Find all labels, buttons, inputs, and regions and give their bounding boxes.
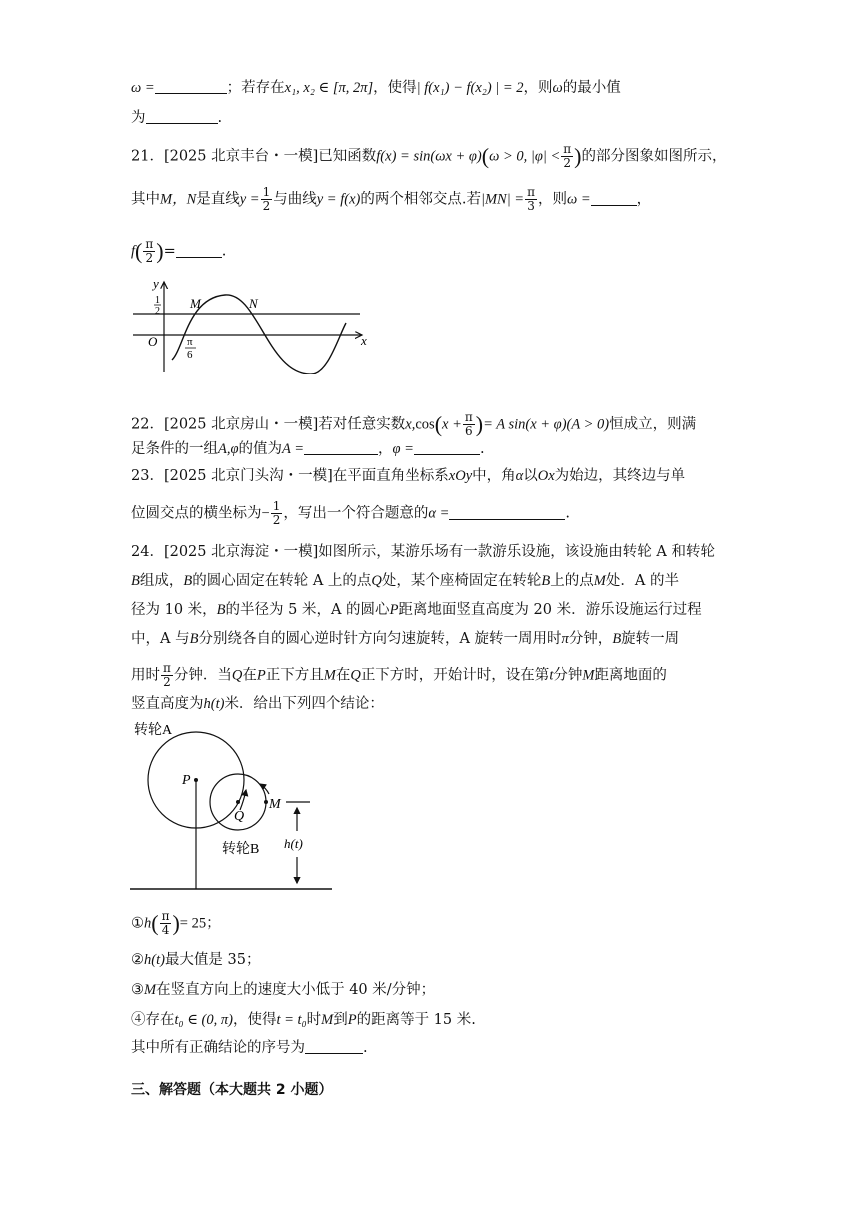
- q24-var: B: [189, 631, 199, 647]
- question-source: [2025 北京丰台・一模]: [163, 148, 319, 165]
- graph-m-label: M: [190, 296, 201, 311]
- q21-func: f(x) = sin(ωx + φ): [376, 148, 482, 165]
- q24-text: 在: [242, 667, 257, 684]
- q24-text: 如图所示，某游乐场有一款游乐设施，该设施由转轮 A 和转轮: [318, 544, 715, 560]
- q24-line3: [131, 600, 702, 620]
- q21-cond: ω > 0, |φ| <: [489, 148, 561, 165]
- q21-line1: [131, 143, 726, 170]
- q24-var: M: [582, 667, 595, 684]
- q24-text: 处，某个座椅固定在转轮: [381, 573, 542, 589]
- q22-text: 若对任意实数: [318, 416, 406, 433]
- question-source: [2025 北京房山・一模]: [163, 416, 319, 433]
- q24-text: 的圆心固定在转轮 A 上的点: [192, 573, 372, 589]
- graph-pi6-den: 6: [187, 349, 193, 361]
- q23-text: 为始边，其终边与单: [554, 468, 686, 484]
- q24-var: M: [144, 982, 157, 998]
- q24-text: ；: [206, 915, 221, 932]
- q24-text: 到: [333, 1012, 348, 1028]
- q23-alpha-eq: α =: [428, 505, 450, 522]
- q22-phi-eq: φ =: [392, 441, 414, 457]
- q24-line1: [131, 542, 715, 562]
- q23-text: ，写出一个符合题意的: [283, 505, 429, 522]
- q21-text: 的两个相邻交点.若: [360, 191, 481, 208]
- q21-f-label: f: [131, 243, 136, 260]
- q23-line2: [131, 500, 570, 527]
- q23-xoy: xOy: [448, 468, 473, 484]
- question-source: [2025 北京海淀・一模]: [163, 544, 319, 560]
- point-m: [264, 800, 268, 804]
- q21-pi3-frac: $\frac{\pi}{3}$: [527, 185, 535, 213]
- q21-mn: M，N: [160, 191, 197, 208]
- q24-text: 用时: [131, 667, 160, 684]
- graph-x-label: x: [361, 333, 367, 348]
- q23-answer-blank[interactable]: [449, 505, 565, 520]
- q21-line2: [131, 186, 651, 213]
- q22-line1: [131, 411, 696, 438]
- q23-alpha: α: [515, 468, 524, 484]
- q23-line1: [131, 466, 685, 486]
- q24-text: 正下方且: [265, 667, 324, 684]
- q22-text: ，: [378, 441, 393, 457]
- q24-text: 的半径为 5 米，A 的圆心: [225, 602, 390, 618]
- q21-sine-graph: [128, 278, 374, 374]
- q22-aphi: A,φ: [218, 441, 239, 457]
- q23-text: 位圆交点的横坐标为: [131, 505, 262, 522]
- paren-close: ): [156, 238, 164, 264]
- q21-y-eq: y =: [239, 191, 260, 208]
- q22-rhs: = A sin(x + φ)(A > 0): [483, 416, 610, 433]
- q24-var: h(t): [144, 952, 165, 968]
- section-3-heading: 三、解答题（本大题共 2 小题）: [131, 1082, 333, 1098]
- q24-var: B: [183, 573, 193, 589]
- q24-var: t = t₀: [276, 1012, 307, 1028]
- q21-curve: y = f(x): [316, 191, 361, 208]
- q21-line3: [131, 238, 226, 265]
- q24-end: .: [363, 1040, 368, 1056]
- paren-open: (: [135, 238, 143, 264]
- wheel-b-label: 转轮B: [222, 842, 260, 857]
- q23-neg: −: [261, 505, 270, 522]
- q22-text: 足条件的一组: [131, 441, 218, 457]
- q24-text: 上的点: [550, 573, 594, 589]
- q24-final-line: [131, 1038, 368, 1058]
- graph-pi6-num: π: [187, 336, 193, 348]
- q23-text: 中，角: [472, 468, 516, 484]
- paren-close: ): [475, 411, 484, 437]
- q20-answer-blank-1[interactable]: [155, 79, 227, 94]
- q22-line2: [131, 439, 485, 459]
- q24-text: 分别绕各自的圆心逆时针方向匀速旋转，A 旋转一周用时: [198, 631, 562, 647]
- q24-var: B: [216, 602, 226, 618]
- q22-text: 恒成立，则满: [609, 416, 697, 433]
- q21-answer-blank-2[interactable]: [176, 243, 222, 258]
- q24-var: M: [593, 573, 606, 589]
- q24-text: 在竖直方向上的速度大小低于 40 米/分钟；: [156, 982, 436, 998]
- q24-var: Q: [350, 667, 361, 684]
- q24-text: 组成，: [139, 573, 184, 589]
- q20-text: 为: [131, 110, 146, 126]
- q24-ferris-figure: [128, 716, 338, 894]
- q22-x: x,: [405, 416, 416, 433]
- q20-omega-eq: ω =: [131, 80, 155, 96]
- paren-open: (: [151, 910, 159, 936]
- q20-text: ，使得: [373, 80, 417, 96]
- question-source: [2025 北京门头沟・一模]: [163, 468, 333, 484]
- q24-line4: [131, 629, 679, 649]
- q24-text: 距离地面的: [594, 667, 667, 684]
- q23-ox: Ox: [537, 468, 555, 484]
- q20-line1: [131, 78, 621, 98]
- q21-text: 是直线: [196, 191, 240, 208]
- q20-end: .: [217, 110, 223, 126]
- q20-answer-blank-2[interactable]: [146, 109, 218, 124]
- graph-half-den: 2: [155, 306, 160, 317]
- rotation-arrow-a: [240, 790, 246, 810]
- q20-abs-expr: | f(x₁) − f(x₂) | = 2: [416, 80, 524, 96]
- question-number: 24．: [131, 544, 164, 560]
- q24-line5: [131, 662, 667, 689]
- q21-text: 其中: [131, 191, 160, 208]
- q24-var: Q: [231, 667, 243, 684]
- q24-expr: = 25: [179, 915, 207, 932]
- conclusion-marker: ②: [131, 952, 144, 968]
- q24-text: 的距离等于 15 米.: [356, 1012, 476, 1028]
- q24-text: 竖直高度为: [131, 696, 204, 712]
- q24-text: 距离地面竖直高度为 20 米．游乐设施运行过程: [398, 602, 702, 618]
- q21-text: 与曲线: [273, 191, 317, 208]
- q24-var: M: [321, 1012, 334, 1028]
- q24-conclusion-1: [131, 910, 221, 937]
- q24-var: P: [347, 1012, 357, 1028]
- q21-answer-blank-1[interactable]: [591, 191, 637, 206]
- paren-open: (: [434, 411, 443, 437]
- q22-pi6-frac: $\frac{\pi}{6}$: [464, 410, 473, 438]
- q24-text: 分钟，: [568, 631, 613, 647]
- q21-text: ，则: [537, 191, 567, 208]
- paren-close: ): [574, 143, 582, 169]
- conclusion-marker: ①: [131, 915, 144, 932]
- q24-text: 旋转一周: [621, 631, 680, 647]
- q22-end: .: [479, 441, 485, 457]
- q20-omega: ω: [552, 80, 563, 96]
- paren-close: ): [172, 910, 180, 936]
- question-number: 23．: [131, 468, 164, 484]
- q24-text: 分钟．当: [173, 667, 232, 684]
- q23-text: 以: [523, 468, 538, 484]
- q21-fpi2-frac: $\frac{\pi}{2}$: [145, 237, 154, 265]
- q22-answer-blank-2[interactable]: [414, 440, 480, 455]
- q20-text: 的最小值: [562, 80, 621, 96]
- q20-vars: x₁, x₂ ∈ [π, 2π]: [284, 80, 374, 96]
- q21-absmn: |MN| =: [480, 191, 525, 208]
- q24-var: t₀ ∈ (0, π): [174, 1012, 233, 1028]
- question-number: 22．: [131, 416, 164, 433]
- q21-omega-eq: ω =: [566, 191, 591, 208]
- q24-text: 中，A 与: [131, 631, 190, 647]
- q24-text: 最大值是 35；: [164, 952, 261, 968]
- graph-half-num: 1: [155, 295, 160, 306]
- q24-text: 在: [335, 667, 351, 684]
- q24-var: h: [144, 915, 152, 932]
- point-q: [236, 800, 240, 804]
- q21-text: ，: [636, 191, 652, 208]
- q24-answer-blank[interactable]: [305, 1039, 363, 1054]
- q24-line2: [131, 571, 679, 591]
- q24-var: P: [389, 602, 399, 618]
- q23-text: 在平面直角坐标系: [332, 468, 449, 484]
- q24-line6: [131, 694, 384, 714]
- q24-text: 正下方时，开始计时，设在第: [360, 667, 550, 684]
- q24-text: 径为 10 米，: [131, 602, 217, 618]
- q22-xplus: x +: [442, 416, 462, 433]
- q24-text: ④存在: [131, 1012, 175, 1028]
- question-number: 21．: [131, 148, 164, 165]
- q24-var: B: [612, 631, 622, 647]
- q20-line2: [131, 108, 222, 128]
- q24-var: π: [561, 631, 569, 647]
- paren-open: (: [481, 143, 490, 169]
- q21-cond-frac: $\frac{\pi}{2}$: [563, 142, 572, 170]
- q21-eq: =: [163, 243, 176, 260]
- q24-text: 处．A 的半: [605, 573, 679, 589]
- q24-pi2-frac: $\frac{\pi}{2}$: [163, 661, 171, 689]
- conclusion-marker: ③: [131, 982, 144, 998]
- q24-var: M: [323, 667, 336, 684]
- graph-y-label: y: [153, 278, 159, 291]
- q24-var: B: [131, 573, 140, 589]
- q20-text: ，则: [523, 80, 553, 96]
- label-h: h(t): [284, 836, 303, 851]
- q20-text: ；若存在: [226, 80, 285, 96]
- q23-end: .: [565, 505, 570, 522]
- q22-text: 的值为: [238, 441, 283, 457]
- q24-text: 时: [306, 1012, 322, 1028]
- q23-half-frac: $\frac{1}{2}$: [272, 499, 281, 527]
- label-q: Q: [234, 809, 245, 824]
- q24-text: 米．给出下列四个结论：: [224, 696, 384, 712]
- q24-var: P: [256, 667, 266, 684]
- q24-var: Q: [371, 573, 382, 589]
- graph-o-label: O: [148, 334, 158, 349]
- q24-var: t: [549, 667, 554, 684]
- q24-pi4-frac: $\frac{\pi}{4}$: [161, 909, 170, 937]
- q21-end: .: [221, 243, 227, 260]
- q24-text: 其中所有正确结论的序号为: [131, 1040, 305, 1056]
- q24-text: 分钟: [553, 667, 583, 684]
- q21-text: 的部分图象如图所示，: [581, 148, 727, 165]
- q22-a-eq: A =: [282, 441, 305, 457]
- q24-conclusion-3: [131, 980, 435, 1000]
- q22-cos: cos: [415, 416, 435, 433]
- wheel-a-label: 转轮A: [134, 723, 173, 738]
- graph-n-label: N: [249, 296, 258, 311]
- q21-text: 已知函数: [318, 148, 377, 165]
- q24-conclusion-2: [131, 950, 261, 970]
- label-m: M: [269, 797, 281, 812]
- label-p: P: [182, 773, 191, 788]
- q22-answer-blank-1[interactable]: [304, 440, 378, 455]
- q24-var: B: [541, 573, 551, 589]
- q24-text: ，使得: [232, 1012, 277, 1028]
- q21-half-frac: $\frac{1}{2}$: [262, 185, 271, 213]
- q24-conclusion-4: [131, 1010, 476, 1030]
- q24-var: h(t): [203, 696, 225, 712]
